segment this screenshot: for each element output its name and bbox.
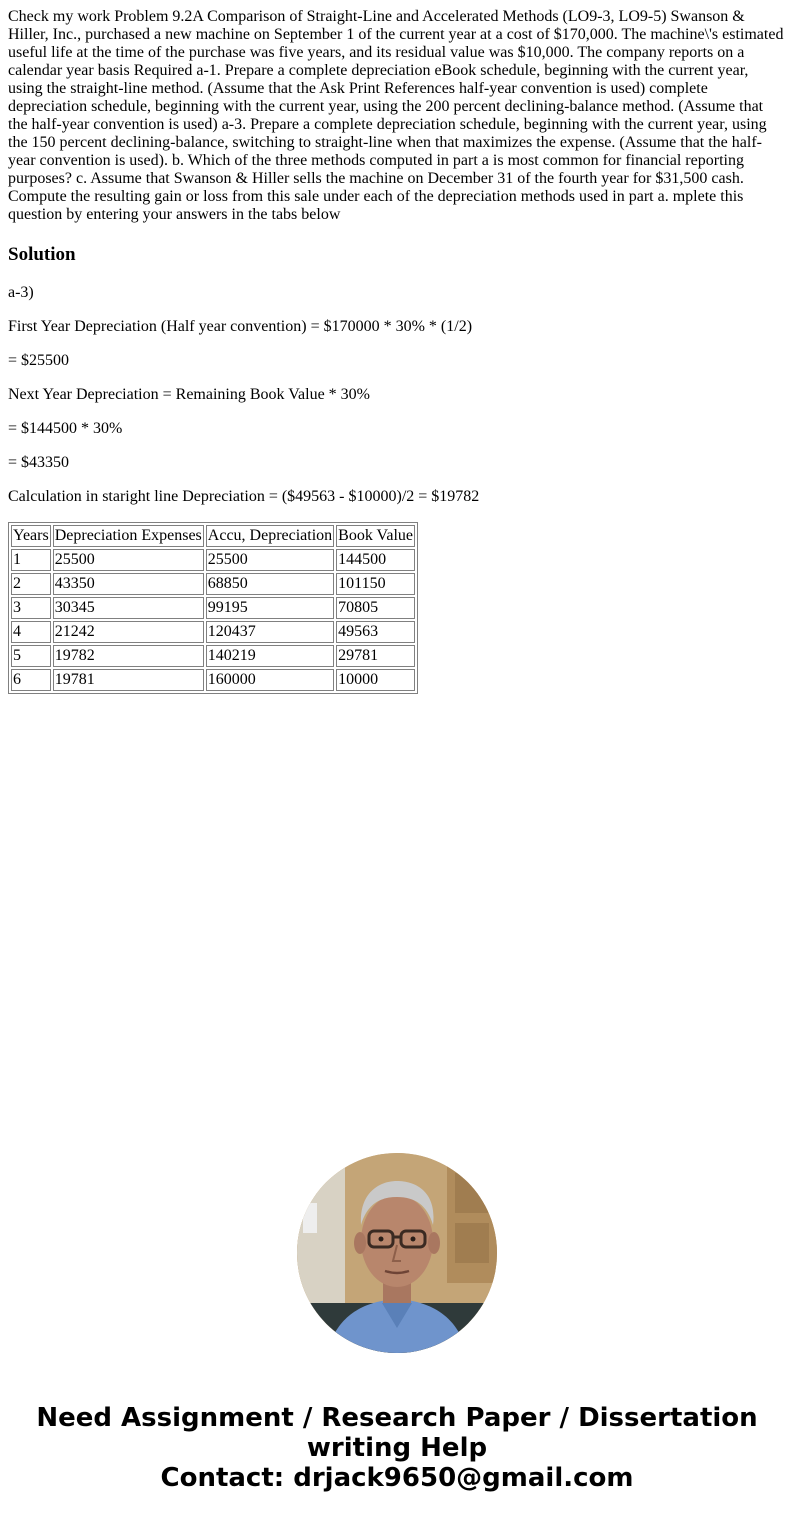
table-cell: 49563 — [336, 621, 415, 643]
table-cell: 19782 — [53, 645, 204, 667]
table-cell: 160000 — [206, 669, 334, 691]
table-row — [11, 573, 415, 595]
header-accumulated-depreciation: Accu, Depreciation — [206, 525, 334, 547]
depreciation-schedule-table — [8, 522, 418, 694]
table-cell: 120437 — [206, 621, 334, 643]
table-cell: 19781 — [53, 669, 204, 691]
table-row — [11, 597, 415, 619]
table-row — [11, 549, 415, 571]
avatar-portrait-image — [297, 1153, 497, 1353]
solution-line: Calculation in staright line Depreciation = ($49563 - $10000)/2 = $19782 — [8, 488, 480, 505]
solution-line: = $144500 * 30% — [8, 420, 123, 437]
table-row — [11, 645, 415, 667]
header-book-value: Book Value — [336, 525, 415, 547]
table-cell: 43350 — [53, 573, 204, 595]
promo-line: Need Assignment / Research Paper / Dissertation — [36, 1403, 758, 1433]
table-row — [11, 621, 415, 643]
table-cell: 4 — [11, 621, 51, 643]
table-cell: 99195 — [206, 597, 334, 619]
solution-line: = $25500 — [8, 352, 70, 369]
solution-line: = $43350 — [8, 454, 70, 471]
solution-line: a-3) — [8, 284, 34, 301]
table-cell: 30345 — [53, 597, 204, 619]
table-cell: 68850 — [206, 573, 334, 595]
table-header-row — [11, 525, 415, 547]
table-cell: 3 — [11, 597, 51, 619]
table-cell: 101150 — [336, 573, 415, 595]
promo-footer — [0, 1403, 794, 1493]
author-avatar — [297, 1153, 497, 1353]
table-cell: 25500 — [53, 549, 204, 571]
table-cell: 29781 — [336, 645, 415, 667]
table-cell: 1 — [11, 549, 51, 571]
table-cell: 10000 — [336, 669, 415, 691]
solution-heading: Solution — [8, 244, 76, 265]
table-cell: 140219 — [206, 645, 334, 667]
solution-line: Next Year Depreciation = Remaining Book Value * 30% — [8, 386, 370, 403]
table-cell: 70805 — [336, 597, 415, 619]
solution-line: First Year Depreciation (Half year convention) = $170000 * 30% * (1/2) — [8, 318, 473, 335]
contact-line: Contact: drjack9650@gmail.com — [160, 1463, 634, 1493]
table-cell: 25500 — [206, 549, 334, 571]
table-cell: 5 — [11, 645, 51, 667]
question-text: Check my work Problem 9.2A Comparison of Straight-Line and Accelerated Methods (LO9-3, LO9-5) Swanson & Hiller, Inc., purchased a new machine on September 1 of the current year at a cost of $170,000. The machine\'s estimated useful life at the time of the purchase was five years, and its residual value was $10,000. The company reports on a calendar year basis Required a-1. Prepare a complete depreciation eBook schedule, beginning with the current year, using the straight-line method. (Assume that the Ask Print References half-year convention is used) complete depreciation schedule, beginning with the current year, using the 200 percent declining-balance method. (Assume that the half-year convention is used) a-3. Prepare a complete depreciation schedule, beginning with the current year, using the 150 percent declining-balance, switching to straight-line when that maximizes the expense. (Assume that the half-year convention is used). b. Which of the three methods computed in part a is most common for financial reporting purposes? c. Assume that Swanson & Hiller sells the machine on December 31 of the fourth year for $31,500 cash. Compute the resulting gain or loss from this sale under each of the depreciation methods used in part a. mplete this question by entering your answers in the tabs below — [8, 8, 784, 223]
table-cell: 6 — [11, 669, 51, 691]
header-years: Years — [11, 525, 51, 547]
table-cell: 21242 — [53, 621, 204, 643]
table-cell: 144500 — [336, 549, 415, 571]
table-cell: 2 — [11, 573, 51, 595]
document-body — [8, 8, 786, 694]
promo-line: writing Help — [306, 1433, 488, 1463]
header-depreciation-expenses: Depreciation Expenses — [53, 525, 204, 547]
table-row — [11, 669, 415, 691]
